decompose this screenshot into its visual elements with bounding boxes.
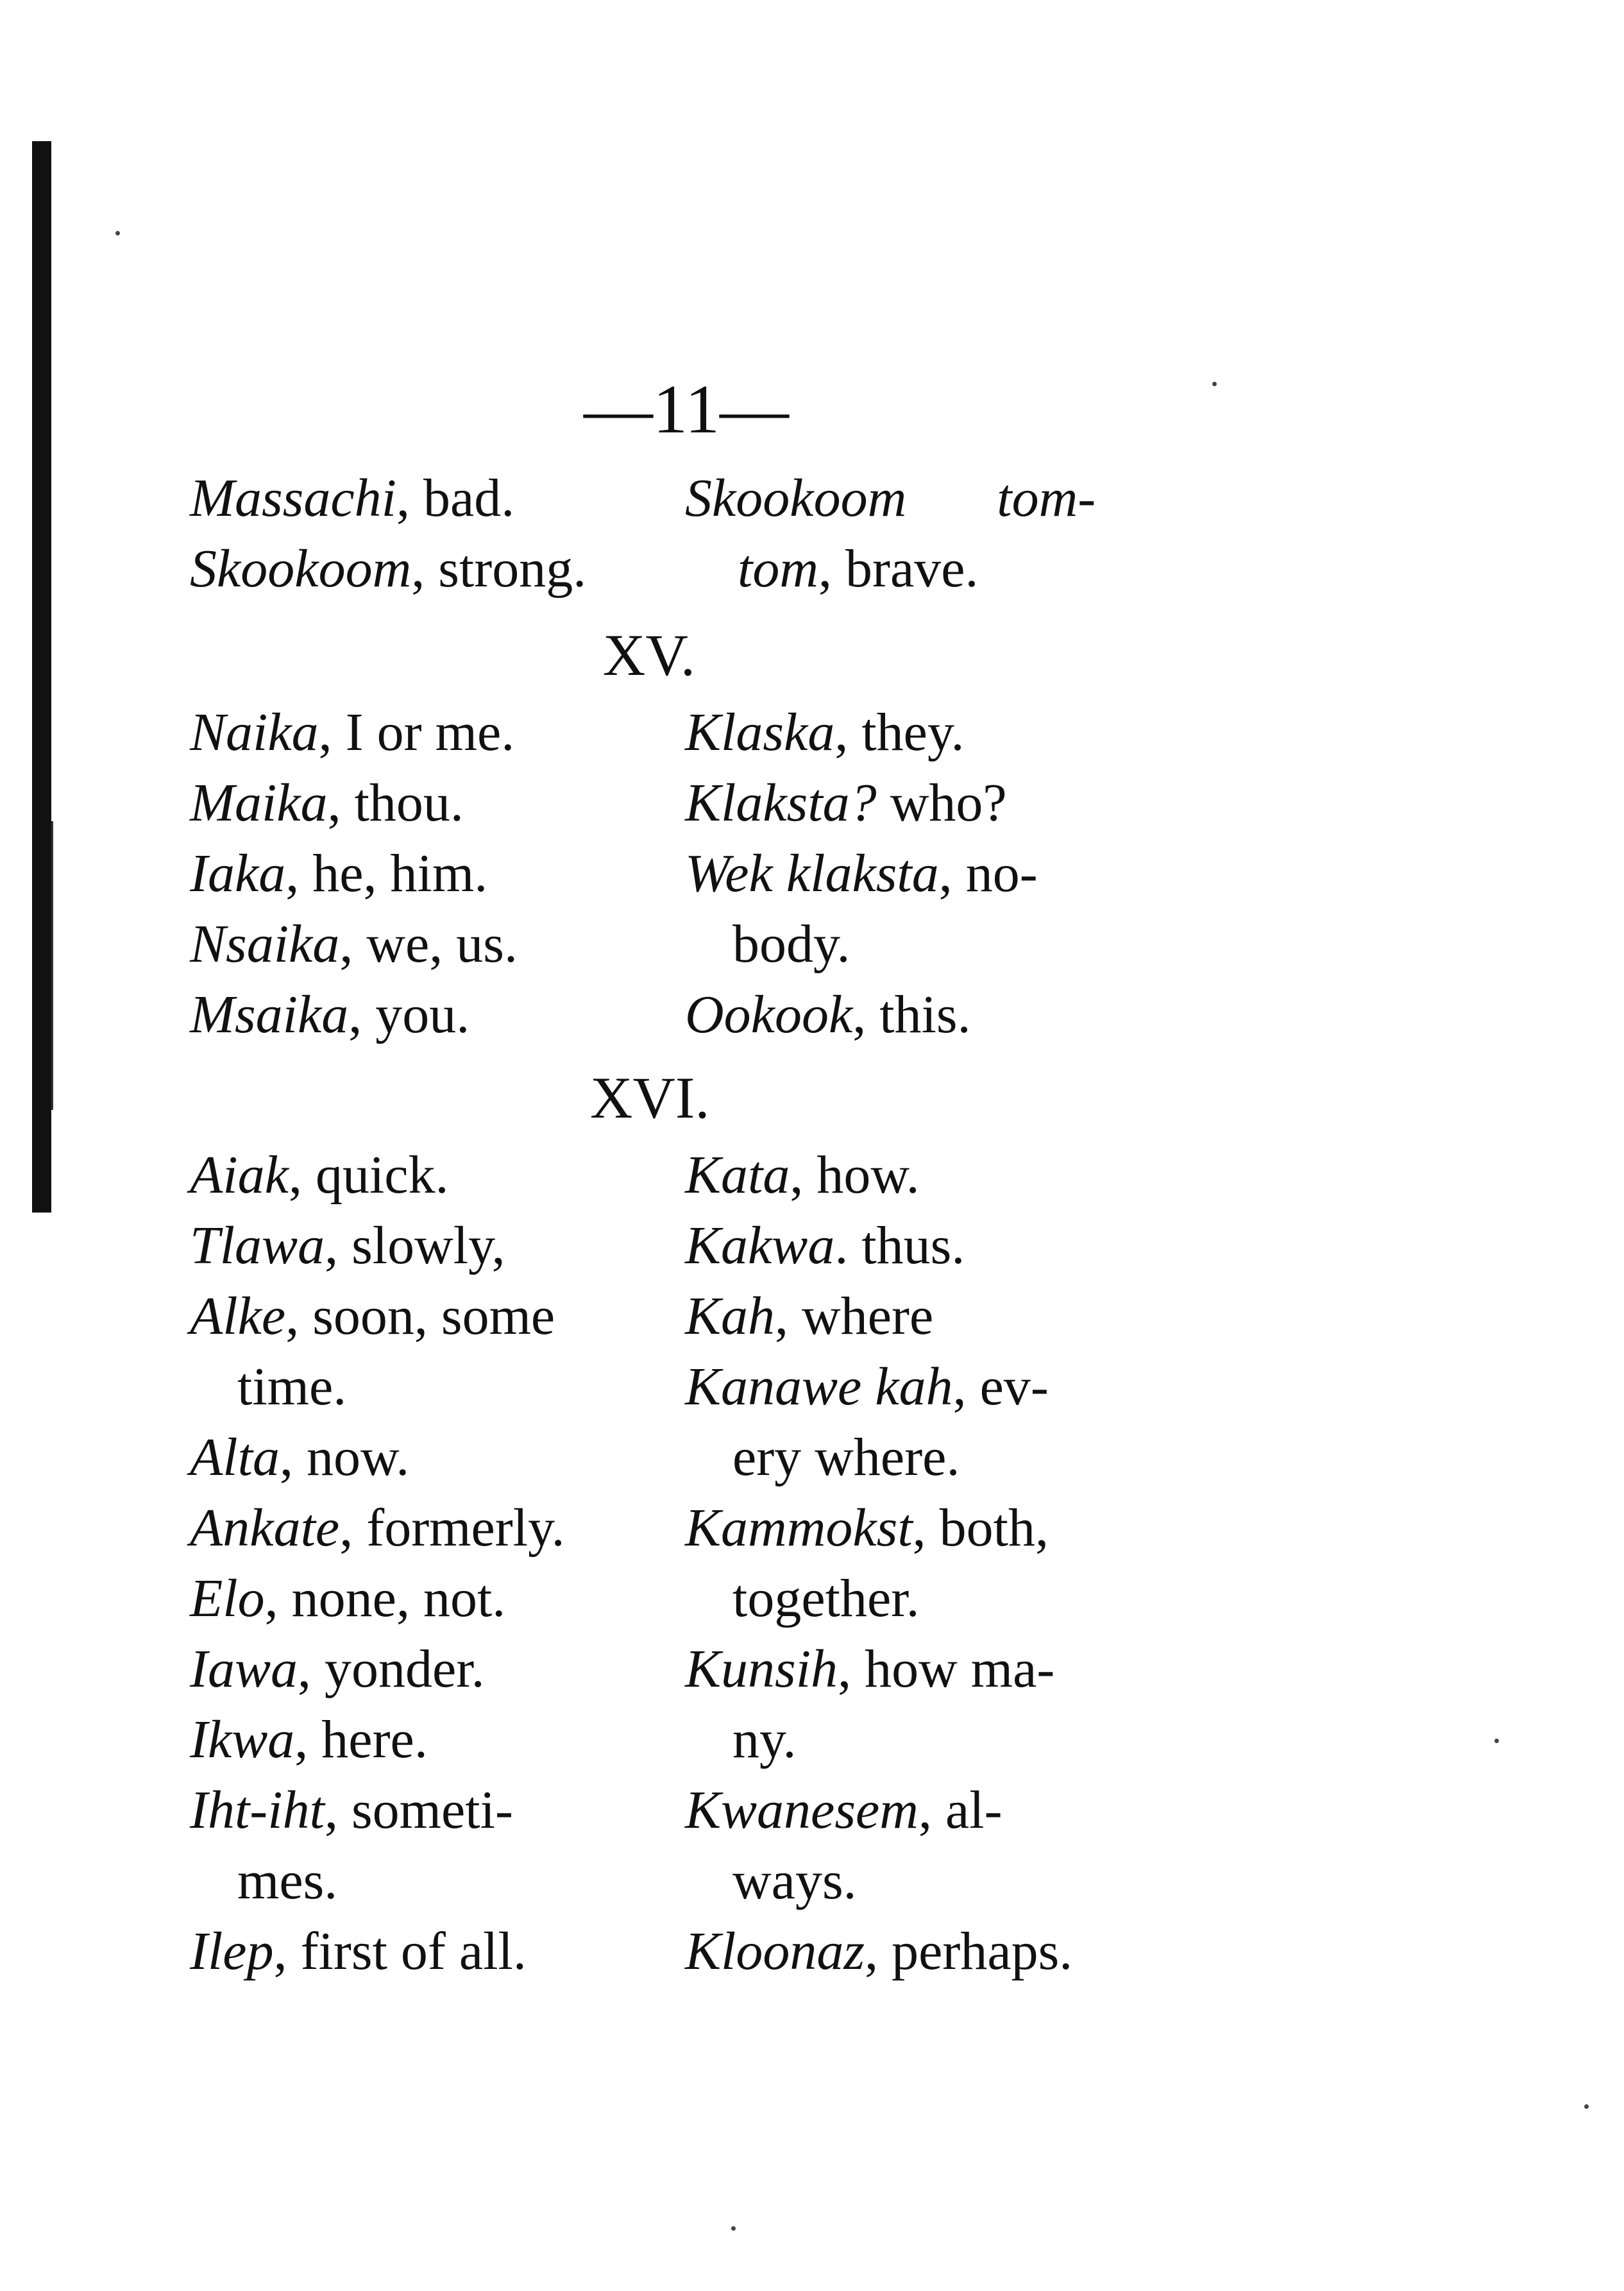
- speck: [1584, 2104, 1589, 2109]
- entry-line: Tlawa, slowly,: [190, 1216, 505, 1275]
- entry-line: Alke, soon, some: [190, 1286, 555, 1346]
- entry-line: Skookoom, strong.: [190, 539, 587, 599]
- entry-line: Kanawe kah, ev-: [685, 1357, 1049, 1417]
- entry-line: body.: [732, 914, 850, 974]
- entry-line: Iht-iht, someti-: [190, 1780, 513, 1840]
- entry-line: Alta, now.: [190, 1427, 410, 1487]
- entry-line: Skookoom tom-: [685, 468, 1096, 528]
- entry-line: Kakwa. thus.: [685, 1216, 965, 1275]
- entry-line: Iawa, yonder.: [190, 1639, 485, 1699]
- entry-line: Ookook, this.: [685, 985, 971, 1044]
- entry-line: mes.: [237, 1851, 338, 1911]
- entry-line: Maika, thou.: [190, 773, 464, 833]
- entry-line: Ilep, first of all.: [190, 1921, 527, 1981]
- entry-line: together.: [732, 1569, 920, 1628]
- entry-line: Iaka, he, him.: [190, 844, 488, 903]
- speck: [115, 231, 120, 235]
- speck: [1212, 382, 1217, 386]
- entry-line: Klaska, they.: [685, 703, 965, 762]
- entry-line: Kah, where: [685, 1286, 934, 1346]
- speck: [1494, 1739, 1499, 1743]
- entry-line: Kammokst, both,: [685, 1498, 1049, 1558]
- speck: [731, 2226, 736, 2231]
- section-heading: XV.: [603, 622, 696, 688]
- entry-line: Aiak, quick.: [190, 1145, 449, 1205]
- page-edge-shadow: [32, 141, 51, 1213]
- entry-line: Massachi, bad.: [190, 468, 515, 528]
- page-edge-line: [51, 821, 53, 1110]
- section-heading: XVI.: [590, 1065, 710, 1130]
- entry-line: Nsaika, we, us.: [190, 914, 518, 974]
- entry-line: ny.: [732, 1710, 797, 1769]
- entry-line: Ankate, formerly.: [190, 1498, 565, 1558]
- entry-line: Kunsih, how ma-: [685, 1639, 1055, 1699]
- entry-line: Kwanesem, al-: [685, 1780, 1002, 1840]
- page-number: —11—: [584, 371, 789, 448]
- entry-line: Kata, how.: [685, 1145, 920, 1205]
- entry-line: tom, brave.: [738, 539, 979, 599]
- entry-line: Ikwa, here.: [190, 1710, 428, 1769]
- entry-line: ways.: [732, 1851, 857, 1911]
- entry-line: time.: [237, 1357, 347, 1417]
- entry-line: Naika, I or me.: [190, 703, 515, 762]
- entry-line: Elo, none, not.: [190, 1569, 506, 1628]
- entry-line: Klaksta? who?: [685, 773, 1007, 833]
- entry-line: Msaika, you.: [190, 985, 470, 1044]
- entry-line: ery where.: [732, 1427, 960, 1487]
- entry-line: Kloonaz, perhaps.: [685, 1921, 1073, 1981]
- entry-line: Wek klaksta, no-: [685, 844, 1038, 903]
